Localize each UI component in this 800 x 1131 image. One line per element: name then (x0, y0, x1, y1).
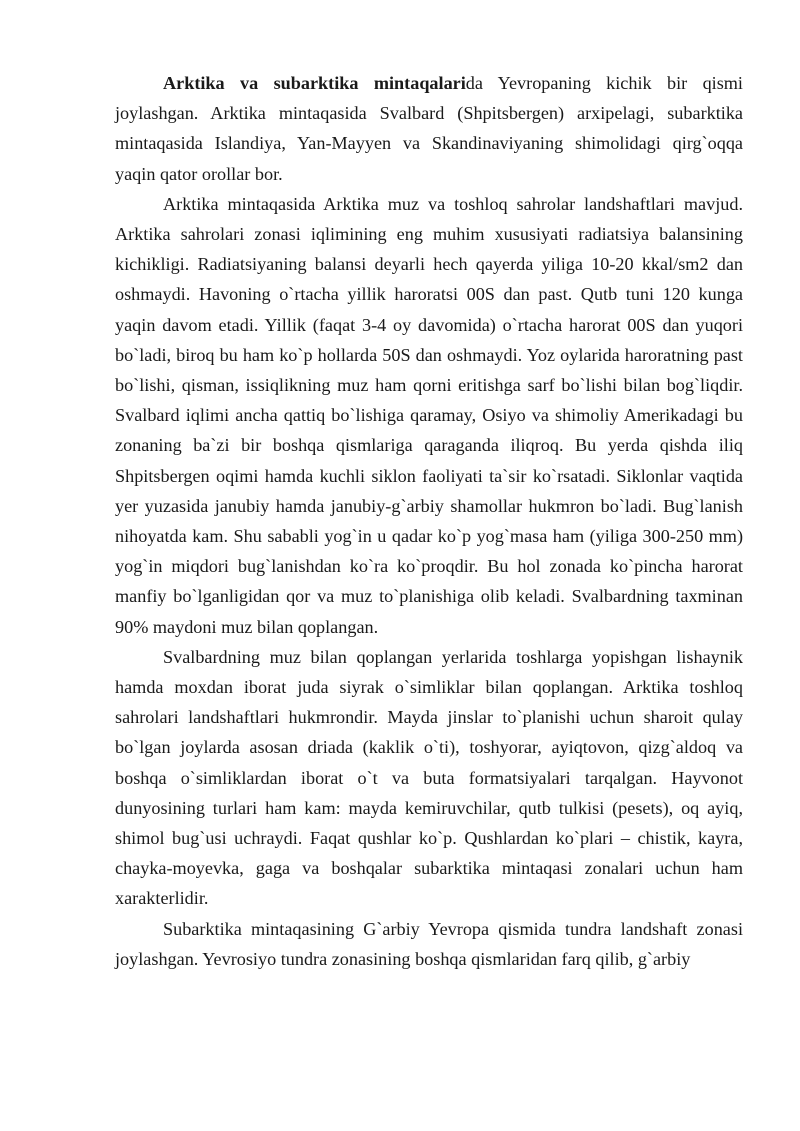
paragraph-1-text: da Yevropaning kichik bir qismi joylashgan. Arktika mintaqasida Svalbard (Shpitsbergen) arxipelagi, subarktika mintaqasida Islandiya, Yan-Mayyen va Skandinaviyaning shimolidagi qirg`oqqa yaqin qator orollar bor. (115, 73, 743, 184)
paragraph-1-bold-lead: Arktika va subarktika mintaqalari (163, 73, 466, 93)
paragraph-4: Subarktika mintaqasining G`arbiy Yevropa qismida tundra landshaft zonasi joylashgan. Yevrosiyo tundra zonasining boshqa qismlaridan farq qilib, g`arbiy (115, 918, 743, 969)
paragraph-1 (115, 68, 743, 189)
document-page (115, 68, 743, 974)
paragraph-2: Arktika mintaqasida Arktika muz va toshloq sahrolar landshaftlari mavjud. Arktika sahrolari zonasi iqlimining eng muhim xususiyati radiatsiya balansining kichikligi. Radiatsiyaning balansi deyarli hech qayerda yiliga 10-20 kkal/sm2 dan oshmaydi. Havoning o`rtacha yillik haroratsi 00S dan past. Qutb tuni 120 kunga yaqin davom etadi. Yillik (faqat 3-4 oy davomida) o`rtacha harorat 00S dan yuqori bo`ladi, biroq bu ham ko`p hollarda 50S dan oshmaydi. Yoz oylarida haroratning past bo`lishi, qisman, issiqlikning muz ham qorni eritishga sarf bo`lishi bilan bog`liqdir. Svalbard iqlimi ancha qattiq bo`lishiga qaramay, Osiyo va shimoliy Amerikadagi bu zonaning ba`zi bir boshqa qismlariga qaraganda iliqroq. Bu yerda qishda iliq Shpitsbergen oqimi hamda kuchli siklon faoliyati ta`sir ko`rsatadi. Siklonlar vaqtida yer yuzasida janubiy hamda janubiy-g`arbiy shamollar hukmron bo`ladi. Bug`lanish nihoyatda kam. Shu sababli yog`in u qadar ko`p yog`masa ham (yiliga 300-250 mm) yog`in miqdori bug`lanishdan ko`ra ko`proqdir. Bu hol zonada ko`pincha harorat manfiy bo`lganligidan qor va muz to`planishiga olib keladi. Svalbardning taxminan 90% maydoni muz bilan qoplangan. (115, 193, 743, 637)
paragraph-3: Svalbardning muz bilan qoplangan yerlarida toshlarga yopishgan lishaynik hamda moxdan iborat juda siyrak o`simliklar bilan qoplangan. Arktika toshloq sahrolari landshaftlari hukmrondir. Mayda jinslar to`planishi uchun sharoit qulay bo`lgan joylarda asosan driada (kaklik o`ti), toshyorar, ayiqtovon, qizg`aldoq va boshqa o`simliklardan iborat o`t va buta formatsiyalari tarqalgan. Hayvonot dunyosining turlari ham kam: mayda kemiruvchilar, qutb tulkisi (pesets), oq ayiq, shimol bug`usi uchraydi. Faqat qushlar ko`p. Qushlardan ko`plari – chistik, kayra, chayka-moyevka, gaga va boshqalar subarktika mintaqasi zonalari uchun ham xarakterlidir. (115, 646, 743, 909)
